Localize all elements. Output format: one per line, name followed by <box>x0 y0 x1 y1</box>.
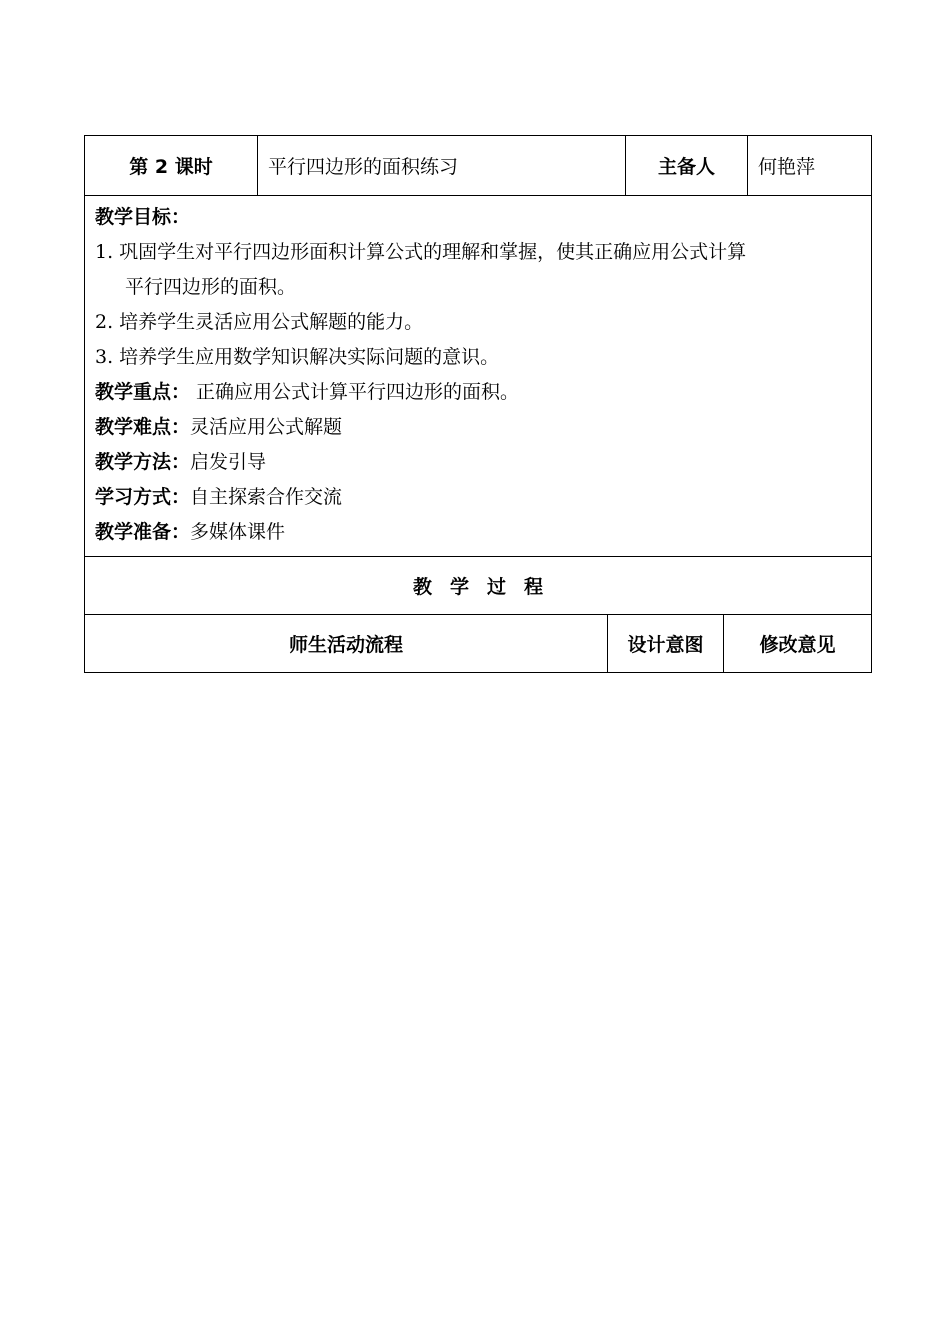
process-title: 教学过程 <box>412 576 561 598</box>
field-label: 教学重点： <box>95 381 191 403</box>
preparation-field <box>95 515 861 550</box>
header-row <box>85 136 871 196</box>
field-value: 多媒体课件 <box>190 521 286 543</box>
field-value: 自主探索合作交流 <box>190 486 343 508</box>
field-value: 灵活应用公式解题 <box>190 416 343 438</box>
objective-item: 3. 培养学生应用数学知识解决实际问题的意识。 <box>95 346 500 368</box>
field-label: 教学准备： <box>95 521 191 543</box>
preparer-name: 何艳萍 <box>747 136 871 195</box>
method-field <box>95 445 861 480</box>
field-value: 正确应用公式计算平行四边形的面积。 <box>190 381 520 403</box>
field-label: 教学难点： <box>95 416 191 438</box>
process-columns-row <box>85 615 871 672</box>
process-title-row <box>85 557 871 615</box>
objectives-heading: 教学目标： <box>95 206 191 228</box>
lesson-number: 第 2 课时 <box>129 156 213 178</box>
field-label: 学习方式： <box>95 486 191 508</box>
field-label: 教学方法： <box>95 451 191 473</box>
objectives-block <box>85 196 871 556</box>
field-value: 启发引导 <box>190 451 267 473</box>
lesson-plan-table <box>84 135 872 673</box>
learning-mode-field <box>95 480 861 515</box>
objective-item-continued: 平行四边形的面积。 <box>125 276 297 298</box>
column-activity-flow: 师生活动流程 <box>288 634 403 656</box>
objective-item: 2. 培养学生灵活应用公式解题的能力。 <box>95 311 424 333</box>
column-design-intent: 设计意图 <box>607 615 723 672</box>
key-point-field <box>95 375 861 410</box>
lesson-title: 平行四边形的面积练习 <box>257 136 625 195</box>
preparer-label: 主备人 <box>625 136 747 195</box>
column-revision-notes: 修改意见 <box>723 615 871 672</box>
objectives-row <box>85 196 871 557</box>
difficulty-field <box>95 410 861 445</box>
objective-item: 1. 巩固学生对平行四边形面积计算公式的理解和掌握，使其正确应用公式计算 <box>95 241 747 263</box>
